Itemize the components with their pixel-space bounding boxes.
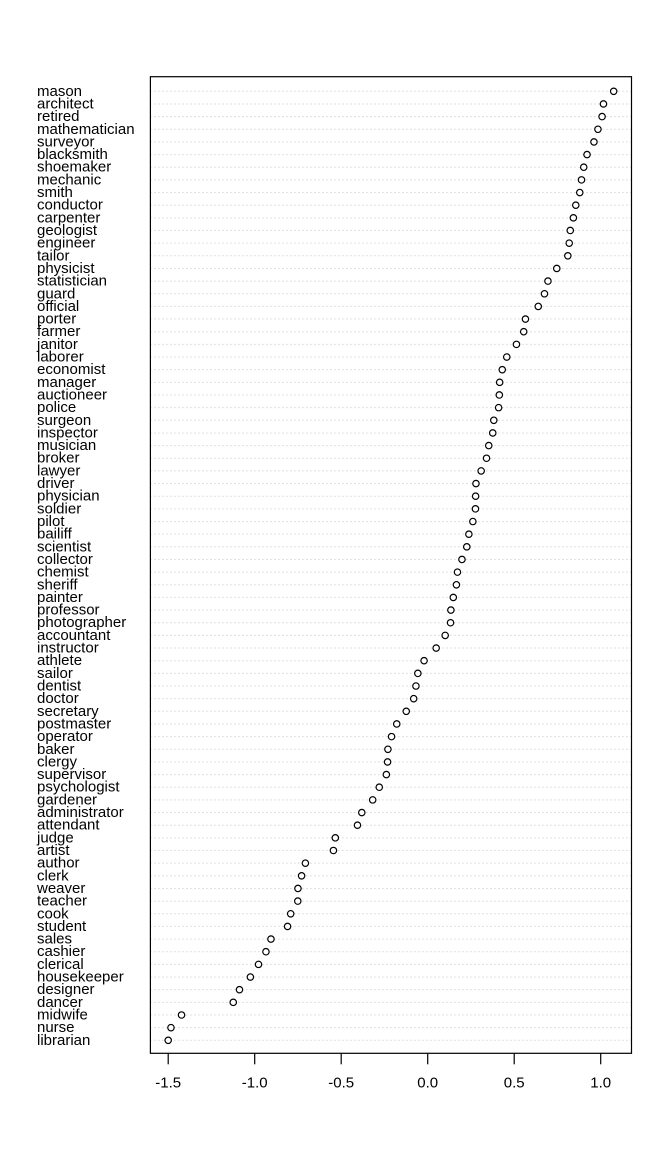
- category-label-blacksmith: blacksmith: [37, 146, 108, 164]
- category-label-designer: designer: [37, 981, 95, 999]
- category-label-housekeeper: housekeeper: [37, 968, 124, 986]
- data-point-dancer: [230, 999, 236, 1005]
- category-label-auctioneer: auctioneer: [37, 386, 108, 404]
- category-label-psychologist: psychologist: [37, 778, 120, 796]
- data-point-professor: [448, 607, 454, 613]
- data-point-housekeeper: [247, 974, 253, 980]
- x-tick-label: 1.0: [590, 1074, 612, 1092]
- category-label-secretary: secretary: [37, 702, 99, 720]
- category-label-accountant: accountant: [37, 626, 111, 644]
- data-point-soldier: [472, 506, 478, 512]
- data-point-shoemaker: [581, 164, 587, 170]
- data-point-attendant: [354, 822, 360, 828]
- category-label-photographer: photographer: [37, 614, 127, 632]
- category-label-midwife: midwife: [37, 1006, 88, 1024]
- data-point-official: [535, 303, 541, 309]
- category-label-weaver: weaver: [37, 879, 86, 897]
- data-point-inspector: [490, 430, 496, 436]
- category-label-porter: porter: [37, 310, 77, 328]
- category-label-physicist: physicist: [37, 259, 95, 277]
- data-point-author: [302, 860, 308, 866]
- category-label-mechanic: mechanic: [37, 171, 102, 189]
- data-point-auctioneer: [496, 392, 502, 398]
- data-point-carpenter: [570, 215, 576, 221]
- data-point-surveyor: [591, 139, 597, 145]
- category-label-clerk: clerk: [37, 867, 69, 885]
- category-label-shoemaker: shoemaker: [37, 158, 112, 176]
- category-label-surgeon: surgeon: [37, 411, 92, 429]
- category-label-judge: judge: [37, 829, 74, 847]
- data-point-geologist: [567, 227, 573, 233]
- data-point-operator: [388, 733, 394, 739]
- category-label-economist: economist: [37, 361, 106, 379]
- data-point-guard: [541, 291, 547, 297]
- data-point-police: [495, 404, 501, 410]
- category-label-cook: cook: [37, 905, 69, 923]
- data-point-midwife: [178, 1012, 184, 1018]
- category-label-soldier: soldier: [37, 500, 82, 518]
- category-label-administrator: administrator: [37, 804, 124, 822]
- category-label-smith: smith: [37, 184, 73, 202]
- data-point-designer: [236, 986, 242, 992]
- category-label-supervisor: supervisor: [37, 766, 107, 784]
- data-point-musician: [486, 442, 492, 448]
- data-point-mathematician: [595, 126, 601, 132]
- data-point-bailiff: [466, 531, 472, 537]
- category-label-janitor: janitor: [37, 335, 78, 353]
- category-label-operator: operator: [37, 728, 93, 746]
- category-label-architect: architect: [37, 95, 94, 113]
- x-tick-label: -0.5: [328, 1074, 355, 1092]
- category-label-attendant: attendant: [37, 816, 100, 834]
- data-point-librarian: [165, 1037, 171, 1043]
- category-label-doctor: doctor: [37, 690, 79, 708]
- data-point-nurse: [168, 1024, 174, 1030]
- category-label-mathematician: mathematician: [37, 120, 135, 138]
- data-point-clerical: [255, 961, 261, 967]
- data-point-laborer: [504, 354, 510, 360]
- data-point-teacher: [295, 898, 301, 904]
- x-tick-label: -1.0: [241, 1074, 268, 1092]
- category-label-farmer: farmer: [37, 323, 81, 341]
- data-point-economist: [499, 366, 505, 372]
- category-label-pilot: pilot: [37, 513, 65, 531]
- category-label-athlete: athlete: [37, 652, 83, 670]
- data-point-surgeon: [491, 417, 497, 423]
- category-label-teacher: teacher: [37, 892, 88, 910]
- data-point-blacksmith: [584, 151, 590, 157]
- category-label-carpenter: carpenter: [37, 209, 101, 227]
- data-point-cashier: [263, 949, 269, 955]
- data-point-engineer: [566, 240, 572, 246]
- category-label-gardener: gardener: [37, 791, 98, 809]
- category-label-sheriff: sheriff: [37, 576, 78, 594]
- data-point-broker: [483, 455, 489, 461]
- data-point-physician: [472, 493, 478, 499]
- category-label-clerical: clerical: [37, 955, 84, 973]
- category-label-retired: retired: [37, 108, 80, 126]
- category-label-mason: mason: [37, 82, 83, 100]
- data-point-architect: [600, 101, 606, 107]
- data-point-tailor: [565, 253, 571, 259]
- data-point-lawyer: [478, 468, 484, 474]
- data-point-clerk: [298, 873, 304, 879]
- category-label-musician: musician: [37, 437, 97, 455]
- category-label-broker: broker: [37, 449, 80, 467]
- data-point-painter: [450, 594, 456, 600]
- data-point-administrator: [359, 809, 365, 815]
- data-point-dentist: [413, 683, 419, 689]
- category-label-dancer: dancer: [37, 993, 83, 1011]
- category-label-engineer: engineer: [37, 234, 96, 252]
- data-point-psychologist: [376, 784, 382, 790]
- data-point-chemist: [454, 569, 460, 575]
- plot-border: [150, 77, 631, 1054]
- data-point-sailor: [415, 670, 421, 676]
- category-label-sailor: sailor: [37, 664, 73, 682]
- x-tick-label: 0.5: [503, 1074, 525, 1092]
- category-label-police: police: [37, 399, 77, 417]
- category-label-chemist: chemist: [37, 563, 89, 581]
- category-label-student: student: [37, 917, 87, 935]
- category-label-inspector: inspector: [37, 424, 98, 442]
- data-point-sales: [268, 936, 274, 942]
- data-point-statistician: [545, 278, 551, 284]
- category-label-librarian: librarian: [37, 1031, 91, 1049]
- data-point-pilot: [470, 518, 476, 524]
- x-tick-label: 0.0: [417, 1074, 439, 1092]
- data-point-conductor: [573, 202, 579, 208]
- data-point-judge: [332, 835, 338, 841]
- category-label-postmaster: postmaster: [37, 715, 112, 733]
- category-label-geologist: geologist: [37, 221, 98, 239]
- data-point-sheriff: [453, 582, 459, 588]
- data-point-doctor: [410, 695, 416, 701]
- category-label-driver: driver: [37, 475, 75, 493]
- data-point-mechanic: [578, 177, 584, 183]
- category-label-official: official: [37, 297, 80, 315]
- category-label-manager: manager: [37, 373, 97, 391]
- data-point-postmaster: [394, 721, 400, 727]
- category-label-author: author: [37, 854, 80, 872]
- category-label-lawyer: lawyer: [37, 462, 81, 480]
- category-label-bailiff: bailiff: [37, 525, 72, 543]
- category-label-tailor: tailor: [37, 247, 70, 265]
- category-label-conductor: conductor: [37, 196, 103, 214]
- data-point-athlete: [421, 657, 427, 663]
- data-point-baker: [385, 746, 391, 752]
- data-point-secretary: [403, 708, 409, 714]
- data-point-artist: [330, 847, 336, 853]
- category-label-nurse: nurse: [37, 1019, 75, 1037]
- data-point-student: [284, 923, 290, 929]
- category-label-physician: physician: [37, 487, 100, 505]
- data-point-janitor: [513, 341, 519, 347]
- category-label-collector: collector: [37, 550, 93, 568]
- category-label-guard: guard: [37, 285, 76, 303]
- data-point-driver: [473, 480, 479, 486]
- data-point-retired: [599, 113, 605, 119]
- category-label-sales: sales: [37, 930, 73, 948]
- category-label-instructor: instructor: [37, 639, 99, 657]
- data-point-clergy: [384, 759, 390, 765]
- category-label-baker: baker: [37, 740, 75, 758]
- category-label-surveyor: surveyor: [37, 133, 95, 151]
- data-point-scientist: [464, 544, 470, 550]
- data-point-farmer: [521, 329, 527, 335]
- data-point-accountant: [442, 632, 448, 638]
- data-point-manager: [496, 379, 502, 385]
- category-label-laborer: laborer: [37, 348, 84, 366]
- data-point-weaver: [295, 885, 301, 891]
- data-point-porter: [522, 316, 528, 322]
- x-tick-label: -1.5: [155, 1074, 182, 1092]
- category-label-dentist: dentist: [37, 677, 82, 695]
- category-label-artist: artist: [37, 841, 70, 859]
- category-label-painter: painter: [37, 588, 83, 606]
- data-point-photographer: [447, 620, 453, 626]
- data-point-gardener: [369, 797, 375, 803]
- data-point-cook: [287, 911, 293, 917]
- category-label-clergy: clergy: [37, 753, 78, 771]
- data-point-physicist: [554, 265, 560, 271]
- data-point-supervisor: [383, 771, 389, 777]
- data-point-smith: [577, 189, 583, 195]
- data-point-mason: [610, 88, 616, 94]
- category-label-professor: professor: [37, 601, 100, 619]
- category-label-statistician: statistician: [37, 272, 108, 290]
- category-label-cashier: cashier: [37, 943, 86, 961]
- category-label-scientist: scientist: [37, 538, 92, 556]
- data-point-instructor: [433, 645, 439, 651]
- data-point-collector: [459, 556, 465, 562]
